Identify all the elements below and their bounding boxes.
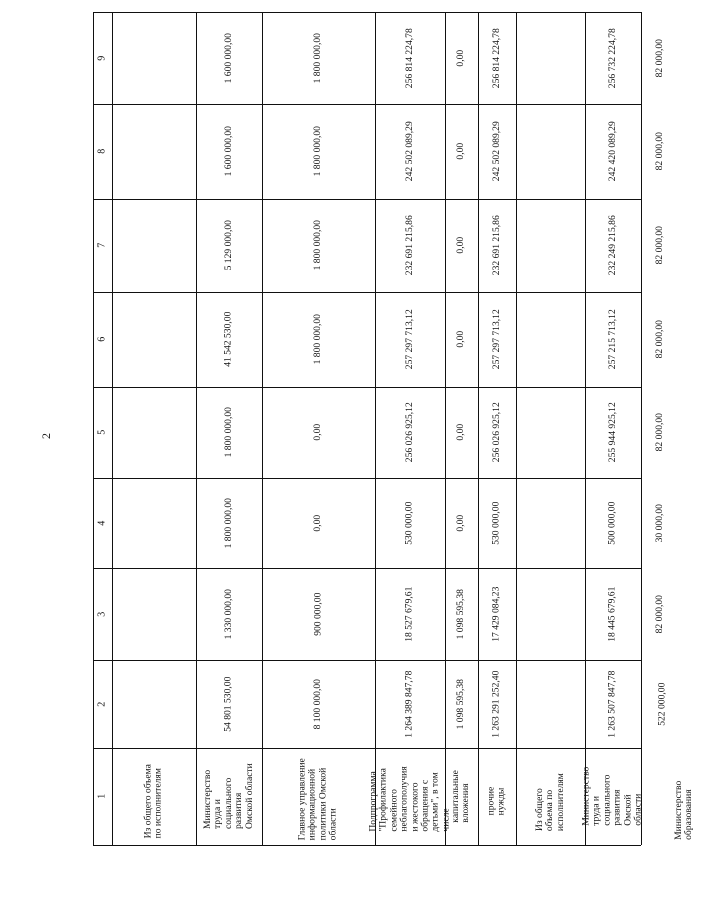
table-cell bbox=[375, 199, 445, 292]
column-header bbox=[93, 660, 112, 748]
table-cell bbox=[196, 387, 262, 478]
cell-text: 232 691 215,86 bbox=[403, 215, 415, 276]
table-cell bbox=[516, 478, 585, 568]
cell-text: 82 000,00 bbox=[653, 38, 665, 78]
table-cell bbox=[641, 199, 679, 292]
table-cell bbox=[585, 12, 641, 104]
cell-text: 242 502 089,29 bbox=[403, 121, 415, 182]
cell-text: 8 bbox=[96, 149, 108, 154]
cell-text: 530 000,00 bbox=[490, 501, 502, 545]
table-cell bbox=[516, 387, 585, 478]
cell-text: 522 000,00 bbox=[656, 682, 668, 726]
cell-text: 0,00 bbox=[455, 237, 467, 254]
table-gridline-horizontal bbox=[93, 845, 641, 846]
cell-text: 8 100 000,00 bbox=[312, 678, 324, 730]
cell-text: 500 000,00 bbox=[606, 501, 618, 545]
cell-text: 82 000,00 bbox=[653, 594, 665, 634]
table-cell bbox=[196, 568, 262, 660]
cell-text: Подпрограмма "Профилактика семейного неблагополучия и жестокого обращения с детьми", в том числе bbox=[367, 766, 452, 832]
table-cell bbox=[112, 387, 196, 478]
cell-text: 256 026 925,12 bbox=[403, 402, 415, 463]
cell-text: 1 800 000,00 bbox=[312, 314, 324, 365]
cell-text: 5 bbox=[96, 430, 108, 435]
cell-text: 256 732 224,78 bbox=[606, 28, 618, 88]
table-cell bbox=[112, 478, 196, 568]
cell-text: 255 944 925,12 bbox=[606, 402, 618, 463]
column-header bbox=[93, 387, 112, 478]
table-cell bbox=[112, 568, 196, 660]
cell-text: капитальные вложения bbox=[450, 770, 472, 823]
cell-text: 242 502 089,29 bbox=[490, 121, 502, 182]
table-cell bbox=[445, 12, 478, 104]
cell-text: 41 542 530,00 bbox=[222, 311, 234, 368]
cell-text: Из общего объема по исполнителям bbox=[533, 773, 566, 831]
row-label bbox=[367, 748, 452, 845]
cell-text: 530 000,00 bbox=[403, 501, 415, 545]
cell-text: Министерство труда и социального развития Омской области bbox=[201, 763, 255, 830]
cell-text: 256 814 224,78 bbox=[490, 28, 502, 88]
table-cell bbox=[445, 387, 478, 478]
table-cell bbox=[516, 104, 585, 199]
table-cell bbox=[641, 660, 684, 748]
cell-text: 0,00 bbox=[455, 331, 467, 348]
table-cell bbox=[262, 568, 375, 660]
cell-text: 82 000,00 bbox=[653, 413, 665, 452]
row-label bbox=[445, 748, 478, 845]
cell-text: 1 bbox=[96, 794, 108, 799]
table-cell bbox=[262, 292, 375, 387]
table-cell bbox=[478, 660, 516, 748]
table-cell bbox=[516, 568, 585, 660]
row-label bbox=[478, 748, 516, 845]
cell-text: 232 249 215,86 bbox=[606, 215, 618, 276]
cell-text: 17 429 084,23 bbox=[490, 586, 502, 642]
table-cell bbox=[375, 12, 445, 104]
table-cell bbox=[112, 292, 196, 387]
row-label bbox=[196, 748, 262, 845]
table-cell bbox=[516, 199, 585, 292]
cell-text: Министерство труда и социального развития Омской области bbox=[580, 766, 644, 827]
table-cell bbox=[262, 478, 375, 568]
cell-text: 0,00 bbox=[455, 424, 467, 441]
table-cell bbox=[641, 478, 679, 568]
table-cell bbox=[516, 292, 585, 387]
cell-text: Главное управление информационной политики Омской области bbox=[296, 757, 339, 840]
cell-text: 1 098 595,38 bbox=[455, 588, 467, 640]
page-number: 2 bbox=[39, 433, 53, 439]
table-cell bbox=[262, 387, 375, 478]
table-cell bbox=[196, 12, 262, 104]
table-cell bbox=[196, 660, 262, 748]
row-label bbox=[262, 748, 375, 845]
table-cell bbox=[262, 104, 375, 199]
cell-text: 1 800 000,00 bbox=[312, 220, 324, 271]
table-cell bbox=[478, 478, 516, 568]
table-cell bbox=[112, 12, 196, 104]
cell-text: 1 330 000,00 bbox=[222, 588, 234, 640]
cell-text: Из общего объема по исполнителям bbox=[142, 764, 164, 839]
cell-text: 1 263 507 847,78 bbox=[606, 670, 618, 738]
column-header bbox=[93, 292, 112, 387]
cell-text: 0,00 bbox=[455, 143, 467, 160]
cell-text: 1 800 000,00 bbox=[312, 32, 324, 84]
cell-text: 82 000,00 bbox=[653, 320, 665, 359]
table-cell bbox=[585, 478, 641, 568]
cell-text: 1 800 000,00 bbox=[222, 497, 234, 549]
cell-text: 1 098 595,38 bbox=[455, 678, 467, 730]
table-cell bbox=[196, 104, 262, 199]
table-cell bbox=[478, 199, 516, 292]
cell-text: 257 297 713,12 bbox=[490, 309, 502, 370]
table-cell bbox=[445, 104, 478, 199]
table-cell bbox=[478, 12, 516, 104]
table-cell bbox=[375, 387, 445, 478]
table-cell bbox=[196, 478, 262, 568]
table-cell bbox=[196, 199, 262, 292]
table-cell bbox=[262, 12, 375, 104]
cell-text: 257 215 713,12 bbox=[606, 309, 618, 370]
table-cell bbox=[641, 292, 679, 387]
cell-text: 18 527 679,61 bbox=[403, 586, 415, 642]
column-header bbox=[93, 12, 112, 104]
cell-text: 1 263 291 252,40 bbox=[490, 670, 502, 738]
column-header bbox=[93, 478, 112, 568]
table-cell bbox=[445, 199, 478, 292]
cell-text: 30 000,00 bbox=[653, 503, 665, 543]
column-header bbox=[93, 104, 112, 199]
cell-text: 54 801 530,00 bbox=[222, 676, 234, 732]
table-cell bbox=[478, 104, 516, 199]
column-header bbox=[93, 199, 112, 292]
column-header bbox=[93, 748, 112, 845]
table-cell bbox=[585, 104, 641, 199]
cell-text: Министерство образования bbox=[673, 780, 695, 840]
table-cell bbox=[375, 568, 445, 660]
cell-text: 6 bbox=[96, 337, 108, 342]
cell-text: 0,00 bbox=[312, 424, 324, 441]
cell-text: 1 600 000,00 bbox=[222, 126, 234, 177]
cell-text: 232 691 215,86 bbox=[490, 215, 502, 276]
cell-text: 1 264 389 847,78 bbox=[403, 670, 415, 738]
cell-text: 1 600 000,00 bbox=[222, 32, 234, 84]
table-cell bbox=[478, 292, 516, 387]
table-cell bbox=[375, 292, 445, 387]
cell-text: 257 297 713,12 bbox=[403, 309, 415, 370]
cell-text: 5 129 000,00 bbox=[222, 220, 234, 271]
table-cell bbox=[641, 387, 679, 478]
cell-text: 2 bbox=[96, 701, 108, 707]
table-cell bbox=[585, 292, 641, 387]
table-cell bbox=[641, 568, 679, 660]
table-cell bbox=[445, 660, 478, 748]
cell-text: 9 bbox=[96, 55, 108, 61]
row-label bbox=[580, 748, 644, 845]
table-cell bbox=[641, 104, 679, 199]
table-cell bbox=[585, 568, 641, 660]
column-header bbox=[93, 568, 112, 660]
cell-text: 3 bbox=[96, 611, 108, 617]
cell-text: прочие нужды bbox=[485, 786, 507, 816]
table-cell bbox=[262, 199, 375, 292]
cell-text: 0,00 bbox=[455, 514, 467, 532]
table-cell bbox=[112, 199, 196, 292]
row-label bbox=[112, 748, 196, 845]
table-cell bbox=[375, 660, 445, 748]
table-cell bbox=[585, 660, 641, 748]
table-cell bbox=[112, 660, 196, 748]
cell-text: 242 420 089,29 bbox=[606, 121, 618, 182]
cell-text: 0,00 bbox=[455, 49, 467, 67]
table-cell bbox=[262, 660, 375, 748]
table-cell bbox=[196, 292, 262, 387]
row-label bbox=[516, 748, 585, 845]
table-cell bbox=[375, 104, 445, 199]
cell-text: 256 814 224,78 bbox=[403, 28, 415, 88]
cell-text: 7 bbox=[96, 243, 108, 248]
cell-text: 900 000,00 bbox=[312, 592, 324, 636]
cell-text: 1 800 000,00 bbox=[312, 126, 324, 177]
table-cell bbox=[112, 104, 196, 199]
cell-text: 1 800 000,00 bbox=[222, 407, 234, 458]
table-cell bbox=[445, 478, 478, 568]
cell-text: 82 000,00 bbox=[653, 132, 665, 171]
table-cell bbox=[516, 12, 585, 104]
table-cell bbox=[478, 387, 516, 478]
table-cell bbox=[478, 568, 516, 660]
table-cell bbox=[375, 478, 445, 568]
table-cell bbox=[585, 199, 641, 292]
cell-text: 18 445 679,61 bbox=[606, 586, 618, 642]
cell-text: 82 000,00 bbox=[653, 226, 665, 265]
table-cell bbox=[641, 12, 679, 104]
cell-text: 0,00 bbox=[312, 514, 324, 532]
table-cell bbox=[516, 660, 585, 748]
table-cell bbox=[445, 292, 478, 387]
table-cell bbox=[445, 568, 478, 660]
row-label bbox=[641, 748, 728, 845]
cell-text: 256 026 925,12 bbox=[490, 402, 502, 463]
table-cell bbox=[585, 387, 641, 478]
cell-text: 4 bbox=[96, 520, 108, 526]
